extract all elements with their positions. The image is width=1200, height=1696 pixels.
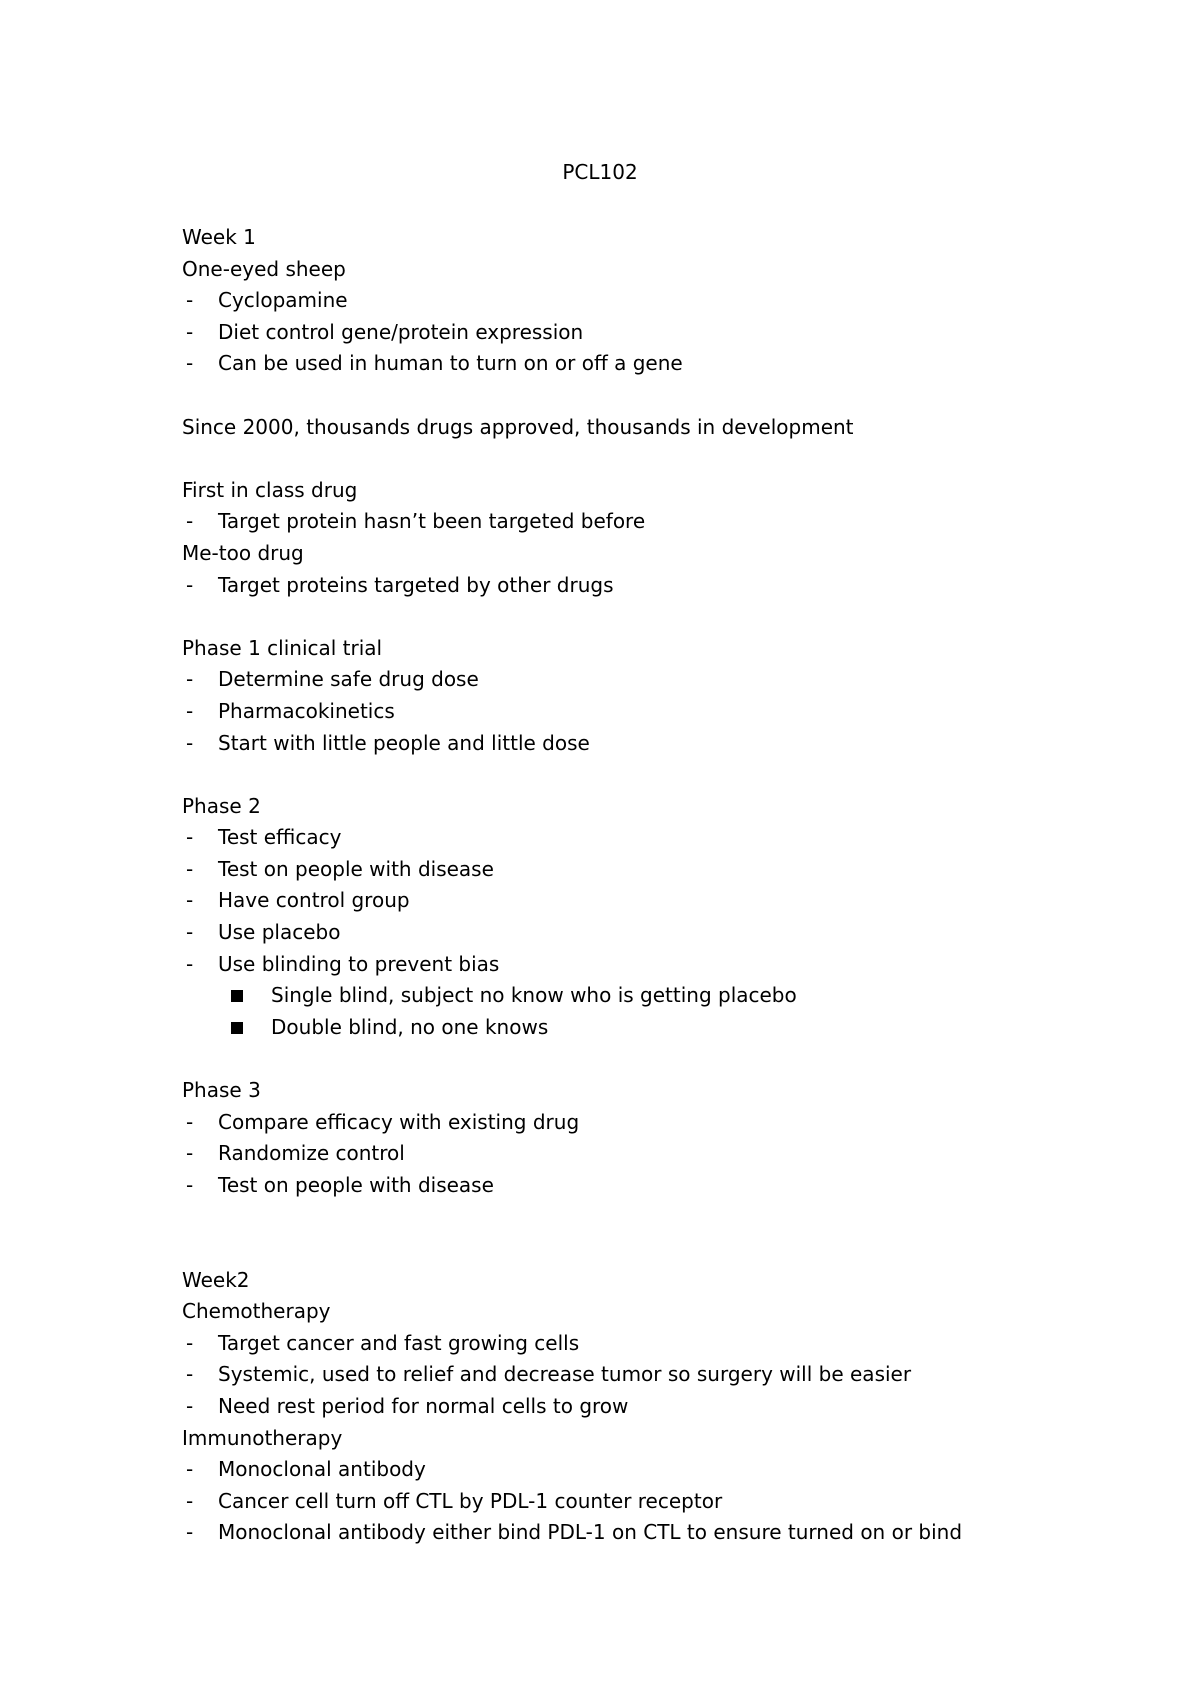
list-item (182, 949, 1082, 981)
dash-bullet: - (186, 856, 194, 881)
phase1-heading: Phase 1 clinical trial (182, 635, 383, 660)
list-item (182, 1517, 1082, 1549)
list-item-text: Compare efficacy with existing drug (218, 1109, 580, 1134)
dash-bullet: - (186, 509, 194, 534)
blank-line (182, 1043, 1082, 1075)
list-item-text: Cancer cell turn off CTL by PDL-1 counter receptor (218, 1488, 723, 1513)
list-item (182, 1170, 1082, 1202)
dash-bullet: - (186, 288, 194, 313)
phase2-heading: Phase 2 (182, 793, 261, 818)
list-item-text: Randomize control (218, 1141, 405, 1166)
list-item (182, 728, 1082, 760)
list-item (182, 1107, 1082, 1139)
list-item (182, 1328, 1082, 1360)
list-item (182, 917, 1082, 949)
list-item (182, 854, 1082, 886)
list-item-text: Have control group (218, 888, 410, 913)
list-item-text: Diet control gene/protein expression (218, 319, 584, 344)
dash-bullet: - (186, 572, 194, 597)
list-item (182, 1138, 1082, 1170)
list-item-text: Pharmacokinetics (218, 698, 395, 723)
chemo-heading: Chemotherapy (182, 1299, 331, 1324)
dash-bullet: - (186, 1457, 194, 1482)
list-item (182, 1486, 1082, 1518)
list-item-text: Target protein hasn’t been targeted before (218, 509, 646, 534)
dash-bullet: - (186, 1141, 194, 1166)
list-item (182, 1454, 1082, 1486)
sub-list-item-text: Single blind, subject no know who is getting placebo (271, 983, 797, 1008)
list-item-text: Test on people with disease (218, 856, 494, 881)
immuno-heading: Immunotherapy (182, 1425, 343, 1450)
dash-bullet: - (186, 1330, 194, 1355)
sub-list-item (182, 1012, 1082, 1044)
dash-bullet: - (186, 888, 194, 913)
list-item-text: Use blinding to prevent bias (218, 951, 500, 976)
list-item (182, 570, 1082, 602)
document-title: PCL102 (562, 160, 638, 184)
blank-lines (182, 1201, 1082, 1264)
dash-bullet: - (186, 951, 194, 976)
list-item-text: Cyclopamine (218, 288, 348, 313)
list-item (182, 885, 1082, 917)
dash-bullet: - (186, 319, 194, 344)
document-body (182, 222, 1082, 1549)
list-item-text: Test on people with disease (218, 1172, 494, 1197)
phase3-heading: Phase 3 (182, 1078, 261, 1103)
dash-bullet: - (186, 698, 194, 723)
list-item-text: Determine safe drug dose (218, 667, 479, 692)
list-item-text: Use placebo (218, 920, 341, 945)
sheep-heading: One-eyed sheep (182, 256, 346, 281)
blank-line (182, 759, 1082, 791)
square-bullet-icon (231, 1022, 243, 1034)
list-item-text: Monoclonal antibody either bind PDL-1 on CTL to ensure turned on or bind (218, 1520, 963, 1545)
list-item (182, 348, 1082, 380)
dash-bullet: - (186, 920, 194, 945)
since-2000-note: Since 2000, thousands drugs approved, thousands in development (182, 414, 854, 439)
list-item (182, 285, 1082, 317)
dash-bullet: - (186, 1393, 194, 1418)
list-item-text: Need rest period for normal cells to grow (218, 1393, 629, 1418)
week1-heading: Week 1 (182, 225, 256, 249)
list-item-text: Monoclonal antibody (218, 1457, 426, 1482)
me-too-heading: Me-too drug (182, 540, 304, 565)
list-item (182, 506, 1082, 538)
list-item (182, 822, 1082, 854)
dash-bullet: - (186, 351, 194, 376)
sub-list-item (182, 980, 1082, 1012)
dash-bullet: - (186, 730, 194, 755)
blank-line (182, 380, 1082, 412)
dash-bullet: - (186, 825, 194, 850)
list-item (182, 696, 1082, 728)
blank-line (182, 443, 1082, 475)
list-item (182, 317, 1082, 349)
first-in-class-heading: First in class drug (182, 477, 358, 502)
dash-bullet: - (186, 1520, 194, 1545)
list-item (182, 664, 1082, 696)
dash-bullet: - (186, 1488, 194, 1513)
square-bullet-icon (231, 990, 243, 1002)
dash-bullet: - (186, 1172, 194, 1197)
list-item (182, 1391, 1082, 1423)
dash-bullet: - (186, 1109, 194, 1134)
list-item-text: Systemic, used to relief and decrease tumor so surgery will be easier (218, 1362, 912, 1387)
sub-list-item-text: Double blind, no one knows (271, 1014, 549, 1039)
list-item-text: Can be used in human to turn on or off a gene (218, 351, 683, 376)
list-item (182, 1359, 1082, 1391)
list-item-text: Test efficacy (218, 825, 342, 850)
blank-line (182, 601, 1082, 633)
list-item-text: Start with little people and little dose (218, 730, 590, 755)
list-item-text: Target cancer and fast growing cells (218, 1330, 580, 1355)
dash-bullet: - (186, 1362, 194, 1387)
week2-heading: Week2 (182, 1267, 250, 1292)
dash-bullet: - (186, 667, 194, 692)
list-item-text: Target proteins targeted by other drugs (218, 572, 614, 597)
